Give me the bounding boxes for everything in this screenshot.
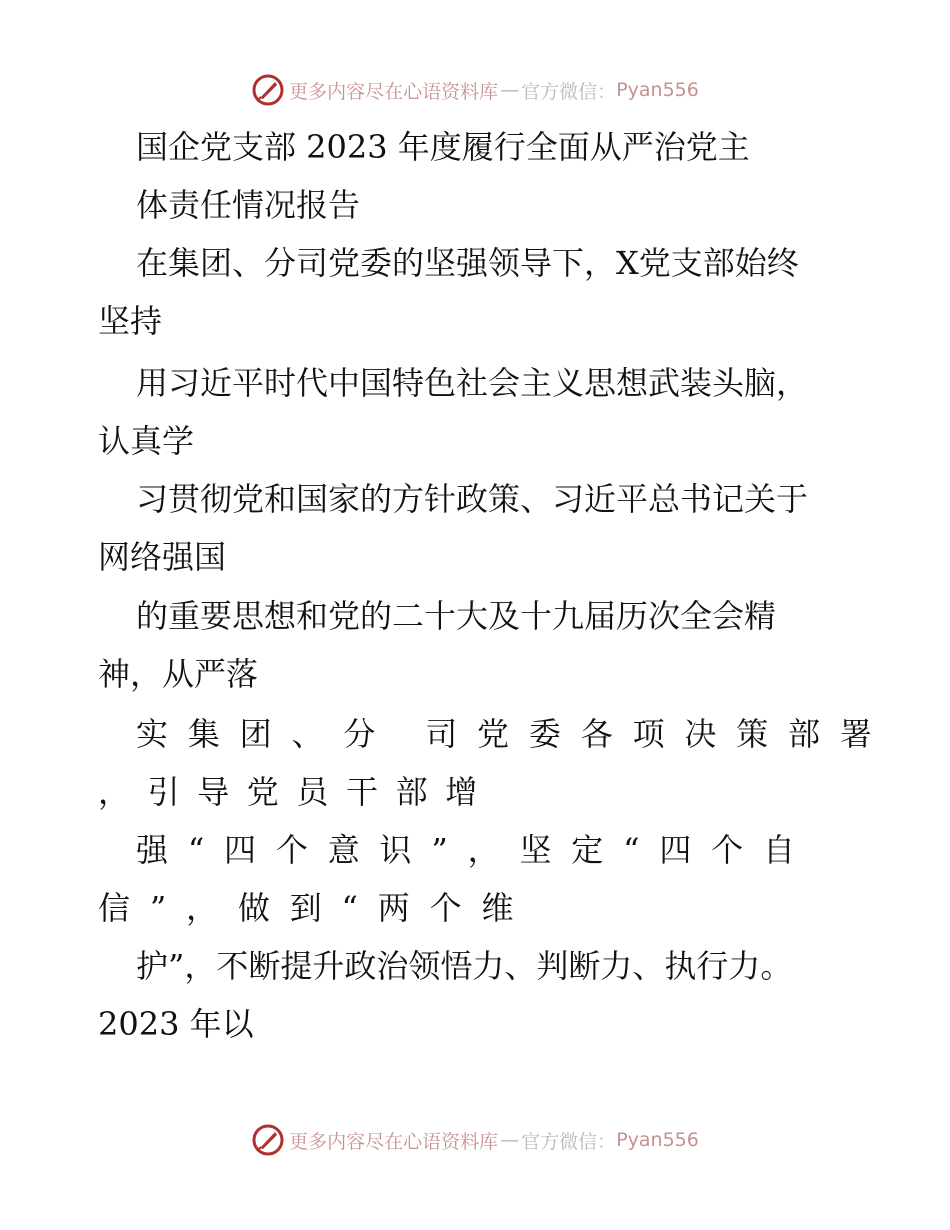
doc-line: 的重要思想和党的二十大及十九届历次全会精 xyxy=(136,597,777,635)
watermark-main-text: 更多内容尽在心语资料库 xyxy=(289,1130,499,1153)
doc-line: 信”，做到“两个维 xyxy=(98,889,534,927)
watermark-dash: — xyxy=(500,79,520,101)
doc-line: 护”，不断提升政治领悟力、判断力、执行力。 xyxy=(136,947,793,985)
quill-logo-icon xyxy=(251,73,285,107)
doc-line: 体责任情况报告 xyxy=(136,186,361,224)
doc-line: ，引导党员干部增 xyxy=(98,773,495,811)
doc-line: 用习近平时代中国特色社会主义思想武装头脑， xyxy=(136,364,809,402)
watermark-banner-bottom xyxy=(0,1120,950,1160)
doc-line: 在集团、分司党委的坚强领导下，X党支部始终 xyxy=(136,244,799,282)
doc-line: 国企党支部 2023 年度履行全面从严治党主 xyxy=(136,128,750,166)
watermark-wechat-id: Pyan556 xyxy=(616,1129,699,1151)
doc-line: 认真学 xyxy=(98,422,195,460)
doc-line: 强“四个意识”，坚定“四个自 xyxy=(136,831,815,869)
quill-logo-icon xyxy=(251,1123,285,1157)
doc-line: 习贯彻党和国家的方针政策、习近平总书记关于 xyxy=(136,480,809,518)
watermark-wechat-id: Pyan556 xyxy=(616,79,699,101)
doc-line: 实集团、分 司党委各项决策部署 xyxy=(136,715,892,753)
doc-line: 网络强国 xyxy=(98,538,227,576)
watermark-dash: — xyxy=(500,1129,520,1151)
doc-line: 坚持 xyxy=(98,302,163,340)
doc-line: 2023 年以 xyxy=(98,1005,254,1043)
watermark-main-text: 更多内容尽在心语资料库 xyxy=(289,80,499,103)
watermark-wechat-label: 官方微信： xyxy=(521,80,617,103)
watermark-banner-top xyxy=(0,70,950,110)
watermark-wechat-label: 官方微信： xyxy=(521,1130,617,1153)
doc-line: 神，从严落 xyxy=(98,655,259,693)
